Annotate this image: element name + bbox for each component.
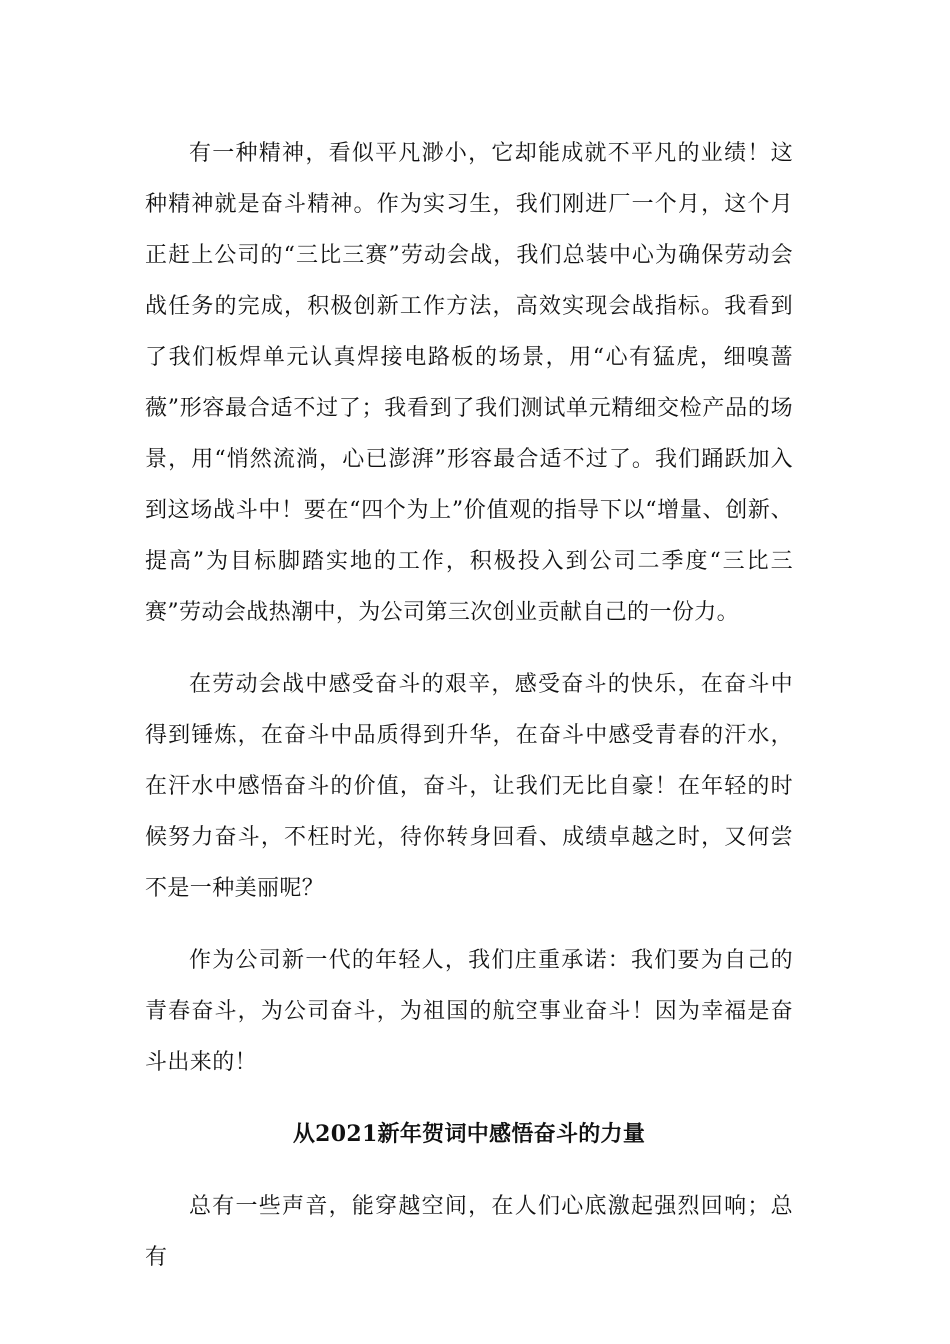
section-heading: 从2021新年贺词中感悟奋斗的力量: [292, 1121, 646, 1147]
document-body: [145, 128, 793, 1283]
section-paragraph-1: 总有一些声音，能穿越空间，在人们心底激起强烈回响；总有: [145, 1194, 793, 1270]
paragraph-2: 在劳动会战中感受奋斗的艰辛，感受奋斗的快乐，在奋斗中得到锤炼，在奋斗中品质得到升华，在奋斗中感受青春的汗水，在汗水中感悟奋斗的价值，奋斗，让我们无比自豪！在年轻的时候努力奋斗，不枉时光，待你转身回看、成绩卓越之时，又何尝不是一种美丽呢？: [145, 672, 793, 901]
paragraph-1: 有一种精神，看似平凡渺小，它却能成就不平凡的业绩！这种精神就是奋斗精神。作为实习生，我们刚进厂一个月，这个月正赶上公司的“三比三赛”劳动会战，我们总装中心为确保劳动会战任务的完成，积极创新工作方法，高效实现会战指标。我看到了我们板焊单元认真焊接电路板的场景，用“心有猛虎，细嗅蔷薇”形容最合适不过了；我看到了我们测试单元精细交检产品的场景，用“悄然流淌，心已澎湃”形容最合适不过了。我们踊跃加入到这场战斗中！要在“四个为上”价值观的指导下以“增量、创新、提高”为目标脚踏实地的工作，积极投入到公司二季度“三比三赛”劳动会战热潮中，为公司第三次创业贡献自己的一份力。: [145, 141, 793, 625]
paragraph-3: 作为公司新一代的年轻人，我们庄重承诺：我们要为自己的青春奋斗，为公司奋斗，为祖国的航空事业奋斗！因为幸福是奋斗出来的！: [145, 948, 793, 1075]
